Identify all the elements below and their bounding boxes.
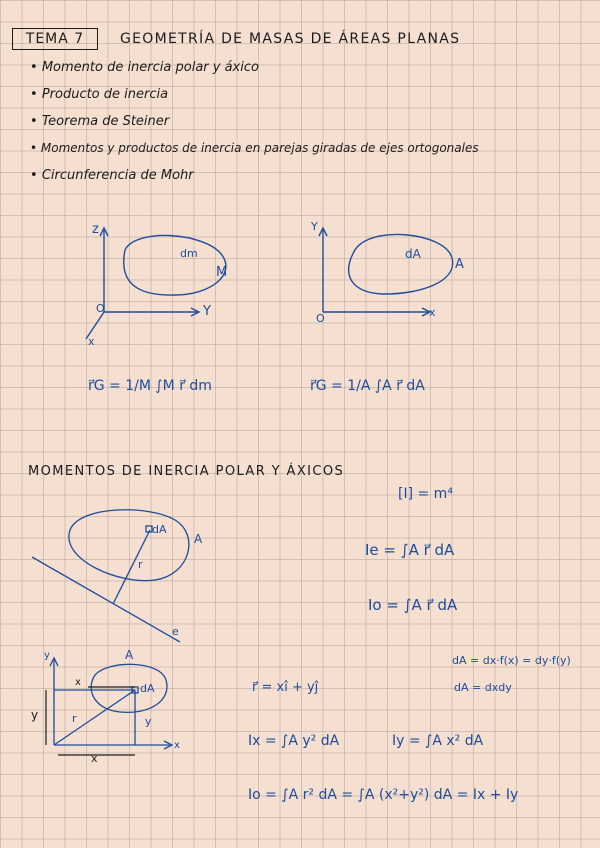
topic-item: • Momento de inercia polar y áxico [30,60,259,75]
label-x-top: x [75,677,81,688]
formula-rg-area: r⃗G = 1/A ∫A r⃗ dA [310,378,425,394]
label-dm: dm [180,247,198,260]
topic-label: Circunferencia de Mohr [41,168,194,183]
diagram-3d [86,228,226,339]
label-x-2d: x [429,306,436,319]
topic-item: • Momentos y productos de inercia en parejas giradas de ejes ortogonales [30,141,479,155]
axis-e-line [32,557,180,642]
label-z: z [92,222,99,237]
body-m-outline [124,235,226,295]
formula-da-2: dA = dxdy [454,681,512,694]
label-a-3: A [125,648,134,662]
body-a-outline [349,234,453,294]
label-y: Y [203,304,211,319]
topic-label: Momento de inercia polar y áxico [41,60,259,75]
label-origin: O [96,302,105,315]
formula-units: [I] = m⁴ [398,486,453,502]
label-body-a: A [455,257,464,272]
label-r: r [138,558,143,571]
label-da: dA [405,247,421,261]
label-origin-2d: O [316,312,325,325]
formula-ix: Ix = ∫A y² dA [248,733,340,749]
label-x-axis: x [174,740,180,751]
diagram-2d [319,228,453,316]
topic-label: Producto de inercia [41,87,169,102]
formula-io-polar: Io = ∫A r² dA = ∫A (x²+y²) dA = Ix + Iy [248,787,519,803]
label-y-2d: Y [311,220,318,233]
label-y-axis: y [44,650,50,661]
label-x-bottom: x [91,752,98,765]
label-e: e [172,625,179,638]
diagram-xy [50,658,172,749]
topic-item: • Producto de inercia [30,87,169,102]
topic-item: • Circunferencia de Mohr [30,168,194,183]
section-title: MOMENTOS DE INERCIA POLAR Y ÁXICOS [28,464,345,479]
tema-label: TEMA 7 [12,28,98,50]
label-y-left: y [31,708,39,722]
topic-item: • Teorema de Steiner [30,114,170,129]
topic-label: Teorema de Steiner [41,114,170,129]
r-vector [113,530,150,604]
label-da-2: dA [152,523,167,536]
label-body-m: M [216,265,228,280]
page-title: GEOMETRÍA DE MASAS DE ÁREAS PLANAS [120,31,461,47]
formula-r-vector: r⃗ = xî + yĵ [252,680,319,695]
topic-label: Momentos y productos de inercia en parejas giradas de ejes ortogonales [40,141,479,155]
label-r-2: r [72,712,77,725]
formula-io-axis: Io = ∫A r⃗ dA [368,596,458,614]
formula-ie: Ie = ∫A r⃗ dA [365,541,455,559]
label-y-inner: y [145,715,152,728]
formula-iy: Iy = ∫A x² dA [392,733,484,749]
formula-da-1: dA = dx·f(x) = dy·f(y) [452,654,571,667]
label-x: x [88,335,95,348]
body-a-outline-2 [69,510,189,581]
label-da-3: dA [140,682,155,695]
body-a-outline-3 [91,664,167,712]
formula-rg-mass: r⃗G = 1/M ∫M r⃗ dm [88,378,212,394]
label-a-2: A [194,532,203,546]
